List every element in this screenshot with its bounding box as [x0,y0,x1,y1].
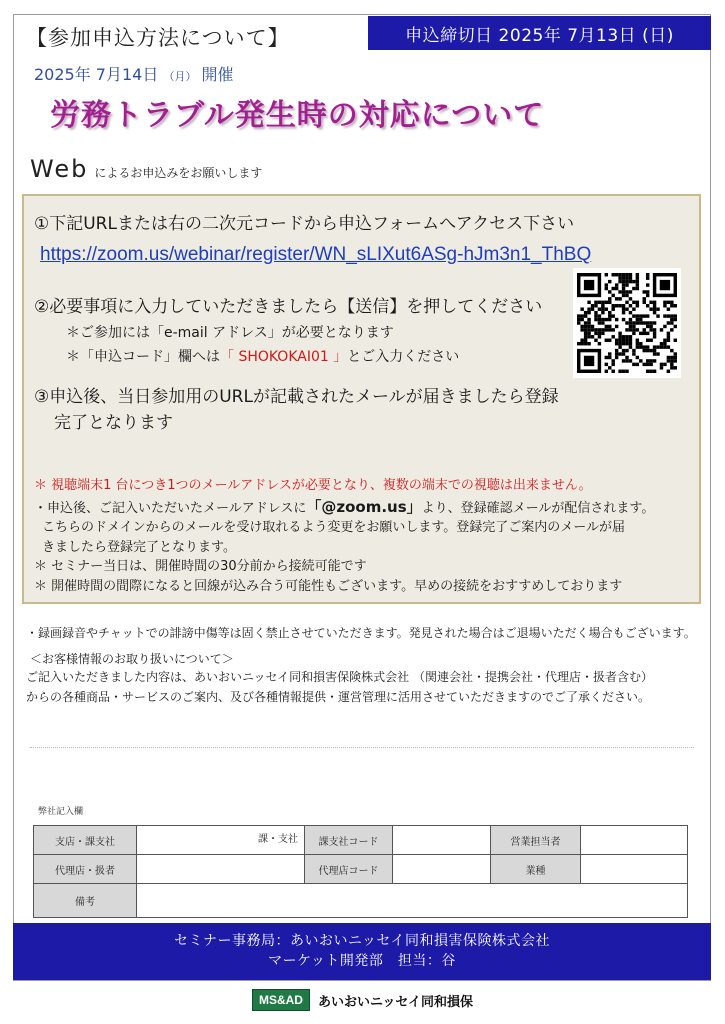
step-3 [34,384,559,436]
step-3-line-2: 完了となります [54,413,173,433]
sales-rep-label: 営業担当者 [491,826,581,855]
agent-value [137,855,305,884]
agent-code-label: 代理店コード [305,855,393,884]
office-use-table [33,825,688,918]
device-warning: ＊ 視聴端末1 台につき1つのメールアドレスが必要となり、複数の端末での視聴は出来ません。 [34,478,592,493]
branch-label: 支店・課支社 [34,826,137,855]
qr-code[interactable] [573,268,681,378]
step-2: ②必要事項に入力していただきましたら【送信】を押してください [34,297,543,317]
msad-logo-icon: MS&AD [252,989,310,1011]
agent-code-value [393,855,491,884]
web-intro [30,155,262,183]
recording-notice: ・録画録音やチャットでの誹謗中傷等は固く禁止させていただきます。発見された場合はご退場いただく場合もございます。 [26,626,696,640]
info-line-2: こちらのドメインからのメールを受け取れるよう変更をお願いします。登録完了ご案内のメールが届 [42,520,626,535]
branch-value: 課・支社 [137,826,305,855]
footer-line-1: セミナー事務局：あいおいニッセイ同和損害保険株式会社 [173,933,551,949]
web-word: Web [30,155,89,183]
code-note-post: とご入力ください [347,349,460,365]
company-name: あいおいニッセイ同和損保 [317,994,474,1010]
section-title: 【参加申込方法について】 [26,26,290,50]
industry-label: 業種 [491,855,581,884]
zoom-domain: 「@zoom.us」 [306,498,422,516]
sales-rep-value [581,826,688,855]
agent-label: 代理店・扱者 [34,855,137,884]
deadline-banner: 申込締切日 2025年 7月13日 (日) [368,16,711,50]
privacy-text-1: ご記入いただきました内容は、あいおいニッセイ同和損害保険株式会社 （関連会社・提携会社・代理店・扱者含む） [26,670,653,684]
divider [30,747,694,748]
remarks-value [137,884,688,918]
office-use-label: 弊社記入欄 [38,807,84,817]
registration-link[interactable]: https://zoom.us/webinar/register/WN_sLIXut6ASg-hJm3n1_ThBQ [40,244,592,265]
seminar-title: 労務トラブル発生時の対応について [50,98,545,133]
qr-code-icon [577,273,677,373]
event-date-weekday: （月） [163,70,197,83]
seminar-office-footer [13,923,711,980]
privacy-heading: ＜お客様情報のお取り扱いについて＞ [30,652,234,666]
info-line-1-pre: ・申込後、ご記入いただいたメールアドレスに [34,501,307,516]
privacy-text-2: からの各種商品・サービスのご案内、及び各種情報提供・運営管理に活用させていただきますのでご了承ください。 [26,690,651,704]
info-line-3: きましたら登録完了となります。 [42,540,236,555]
code-note-pre: ＊「申込コード」欄へは [66,349,220,365]
info-line-5: ＊ 開催時間の間際になると回線が込み合う可能性もございます。早めの接続をおすすめしております [34,579,623,594]
step-1: ①下記URLまたは右の二次元コードから申込フォームへアクセス下さい [34,214,575,234]
info-line-4: ＊ セミナー当日は、開催時間の30分前から接続可能です [34,559,367,574]
remarks-label: 備考 [34,884,137,918]
event-date [34,62,234,85]
branch-code-label: 課支社コード [305,826,393,855]
step-3-line-1: ③申込後、当日参加用のURLが記載されたメールが届きましたら登録 [34,387,559,407]
company-logo [0,989,725,1011]
event-date-main: 2025年 7月14日 [34,65,159,84]
info-line-1 [34,496,654,517]
branch-code-value [393,826,491,855]
web-intro-text: によるお申込みをお願いします [94,166,263,180]
email-note: ＊ご参加には「e-mail アドレス」が必要となります [66,325,394,341]
footer-line-2: マーケット開発部 担当：谷 [268,953,456,969]
code-note [66,346,459,366]
application-code: 「 SHOKOKAI01 」 [220,349,348,365]
industry-value [581,855,688,884]
event-date-suffix: 開催 [201,65,234,84]
info-line-1-post: より、登録確認メールが配信されます。 [421,501,655,516]
